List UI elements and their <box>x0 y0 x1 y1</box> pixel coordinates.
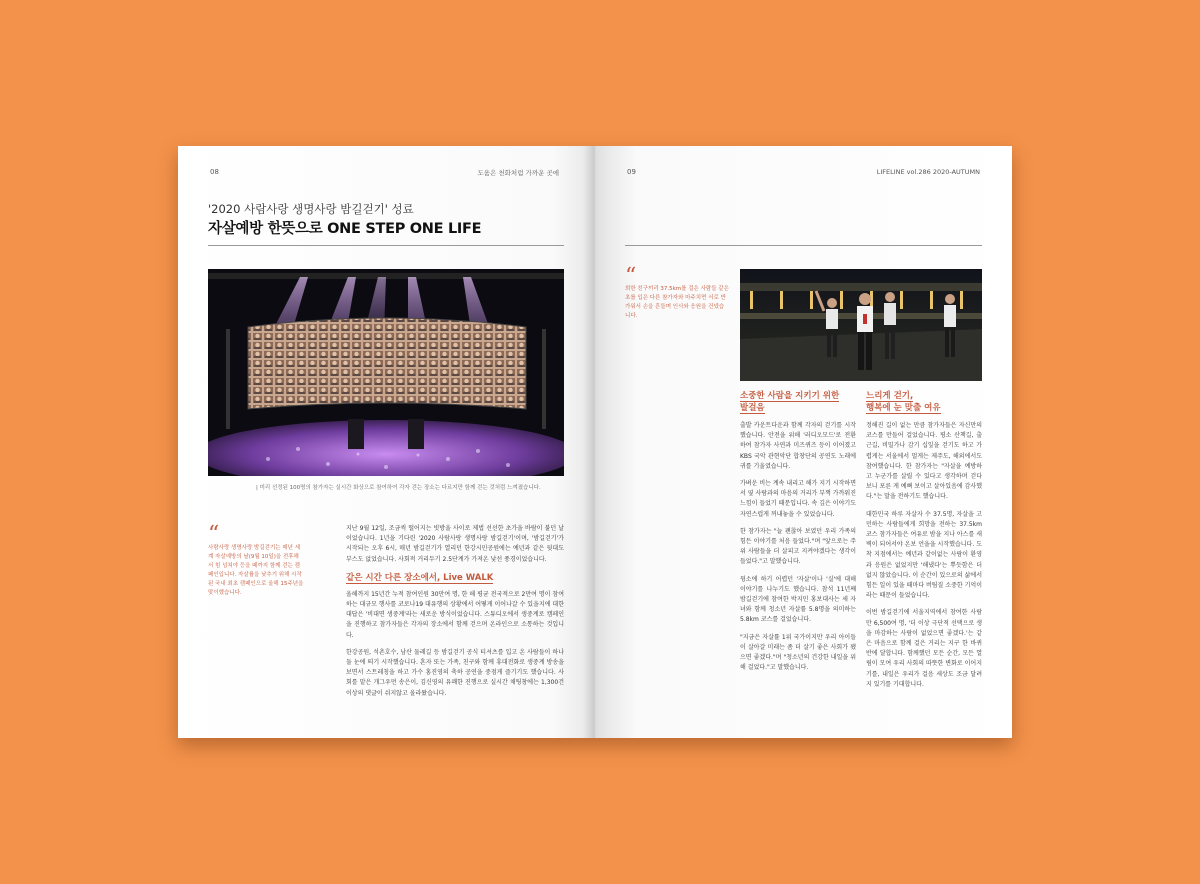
body-paragraph: 정해진 길이 없는 만큼 참가자들은 자신만의 코스를 만들어 걸었습니다. 평소 산책길, 출근길, 비밀가나 감기 십잎을 걷기도 하고 가렵게는 서울에서 멀게는 제주도, 해외에서도 참여했습니다. 한 참가자는 "자살을 예방하고 누군가를 살릴 수 있다고 생각하며 걷다 보니 포른 게 예뻐 보이고 살아있음에 감사했다."는 말을 전하기도 했습니다. <box>866 422 982 501</box>
night-walk-photo <box>740 269 982 381</box>
body-paragraph: 지난 9월 12일, 조금씩 떨어지는 빗방울 사이로 제법 선선한 초가을 바람이 불던 날이었습니다. 1년을 기다린 '2020 사람사랑 생명사랑 밤길걷기'이며, '밤길걷기'가 시작되는 오후 6시, 매년 밤길걷기가 열리던 한강시민공원에는 예년과 같은 뒷대도 부스도 없었습니다. 사회적 거리두기 2.5단계가 가져온 낯선 풍경이었습니다. <box>346 525 564 563</box>
left-page <box>178 146 595 738</box>
body-paragraph: 한 참가자는 "늘 괜찮아 보였던 우리 가족의 힘든 이야기를 처음 들었다."며 "앞으로는 주위 사람들을 더 살피고 지켜야겠다는 생각이 들었다."고 말했습니다. <box>740 527 856 566</box>
stage-illustration <box>208 269 564 476</box>
pull-quote-right: 희한 친구끼리 37.5km를 걸은 사람들 같은 초를 입은 다른 참가자와 마주치면 서로 반가워서 손을 흔들며 인사와 응원을 건넸습니다. <box>625 286 729 319</box>
quote-mark-icon: “ <box>625 264 637 289</box>
body-paragraph: 대한민국 하루 자살자 수 37.5명, 자살을 고민하는 사람들에게 희망을 전하는 37.5km 코스 참가자들은 여유로 밤을 지나 아스를 새벽이 되어서야 온보 언을을 시작했습니다. 도착 지점에서는 예년과 같이없는 사람이 환영과 응원은 없었지만 '해냈다'는 뿌듯함은 더없지 않았습니다. 이 순간이 있으로의 삶에서 힘든 일이 있을 때마다 버팀질 소중한 기억이라는 때문이 들었습니다. <box>866 510 982 600</box>
photo-caption: | 미리 선정된 100명의 참가자는 실시간 화상으로 참여하여 각자 걷는 장소는 다르지만 함께 걷는 것처럼 느껴졌습니다. <box>256 485 541 491</box>
running-head-left: 도움은 천화처럼 가까운 곳에 <box>477 169 559 177</box>
body-paragraph: 한강공원, 석촌호수, 남산 둘레길 등 밤길걷기 공식 티셔츠를 입고 온 사람들이 하나둘 눈에 띄기 시작했습니다. 혼자 또는 가족, 친구와 함께 휴대전화로 생중계 방송을 보면서 스트레칭을 하고 가수 홍진영의 축하 공연을 중점게 즐기기도 했습니다. 사회를 맡은 개그우먼 송은이, 김신영의 유쾌한 진행으로 실시간 채팅창에는 1,300건 이상의 댓글이 쉬지않고 올라왔습니다. <box>346 648 564 697</box>
article-body-left <box>346 524 564 706</box>
body-paragraph: "지금은 자살률 1위 국가이지만 우리 아이들이 살아갈 미래는 좀 더 살기 좋은 사회가 됐으면 좋겠다."며 "청소년의 건강한 내일을 위해 걸었다."고 말했습니다. <box>740 633 856 672</box>
article-kicker: '2020 사람사랑 생명사랑 밤길걷기' 성료 <box>208 202 414 216</box>
body-paragraph: 뒹소에 하기 어렵던 '자살'이나 '실'에 대해 이야기를 나누기도 했습니다. 참석 11년째 밤길걷기에 참여한 박지민 홍보대사는 세 자녀와 함께 청소년 자살률 5.8명을 의미하는 5.8km 코스를 걸었습니다. <box>740 575 856 624</box>
body-paragraph: 이번 밤길걷기에 서울지역에서 참여한 사람만 6,500여 명, '더 이상 극단적 선택으로 생을 마감하는 사람이 없었으면 좋겠다.'는 같은 마음으로 함께 걸은 거리는 지구 한 바퀴 반에 달합니다. 함께했던 모든 순간, 모든 열림이 모여 우리 사회의 따뜻한 변화로 이어지기를, 내일은 우리가 걸음 세상도 조금 달려지 있기를 기대합니다. <box>866 609 982 688</box>
running-head-right: LIFELINE vol.286 2020-AUTUMN <box>876 168 980 176</box>
body-paragraph: 가벼운 비는 계속 내리고 해가 지기 시작하면서 옆 사람과의 마음의 거리가 부쩍 가까워진 느낌이 들었기 때문입니다. 속 깊은 이야기도 자연스럽게 꺼내놓을 수 있었습니다. <box>740 480 856 518</box>
quote-mark-icon: “ <box>208 522 220 547</box>
page-number-right: 09 <box>627 168 636 176</box>
body-paragraph: 올해까지 15년간 누적 참여인원 30만여 명, 한 해 평균 전국적으로 2만여 명이 참여하는 대규모 행사를 코로나19 대유행의 상황에서 어떻게 이어나갈 수 있을지에 대한 대답은 '비대면 생중계'라는 새로운 방식이었습니다. 스튜디오에서 생중계로 캠페인을 진행하고 참가자들은 각자의 장소에서 함께 걷으며 온라인으로 소통하는 것입니다. <box>346 590 564 639</box>
body-paragraph: 출발 카운트다운과 함께 각자의 걷기를 시작했습니다. 안전을 위해 '러디오모드'로 전환하여 참가자 사연과 미즈퀴즈 등이 이어졌고 KBS 국악 관현악단 합창단의 공연도 노래에 귀를 기울였습니다. <box>740 422 856 470</box>
subhead-live-walk: 같은 시간 다른 장소에서, Live WALK <box>346 572 494 583</box>
title-rule <box>208 245 564 246</box>
pull-quote-left: 사람사랑 생명사랑 밤길걷기는 매년 세계 자살예방의 날(9월 10일)을 전후해 서 힘 넘쳐야 등을 떼까지 함께 걷는 캠페인입니다. 자살률을 낮추기 위해 시작된 국내 최초 캠페인으로 올해 15주년을 맞이했습니다. <box>208 545 304 596</box>
article-body-col1 <box>740 421 856 680</box>
magazine-spread <box>178 146 1012 738</box>
header-rule <box>625 245 982 246</box>
subhead-slow-walk: 느리게 걷기, 행복에 눈 맞출 여유 <box>866 391 941 413</box>
walkers-illustration <box>740 269 982 381</box>
subhead-precious-people: 소중한 사람을 지키기 위한 발걸음 <box>740 391 840 413</box>
article-title: 자살예방 한뜻으로 ONE STEP ONE LIFE <box>208 221 482 237</box>
stage-photo <box>208 269 564 476</box>
right-page <box>595 146 1012 738</box>
page-number-left: 08 <box>210 168 219 176</box>
article-body-col2 <box>866 421 982 697</box>
